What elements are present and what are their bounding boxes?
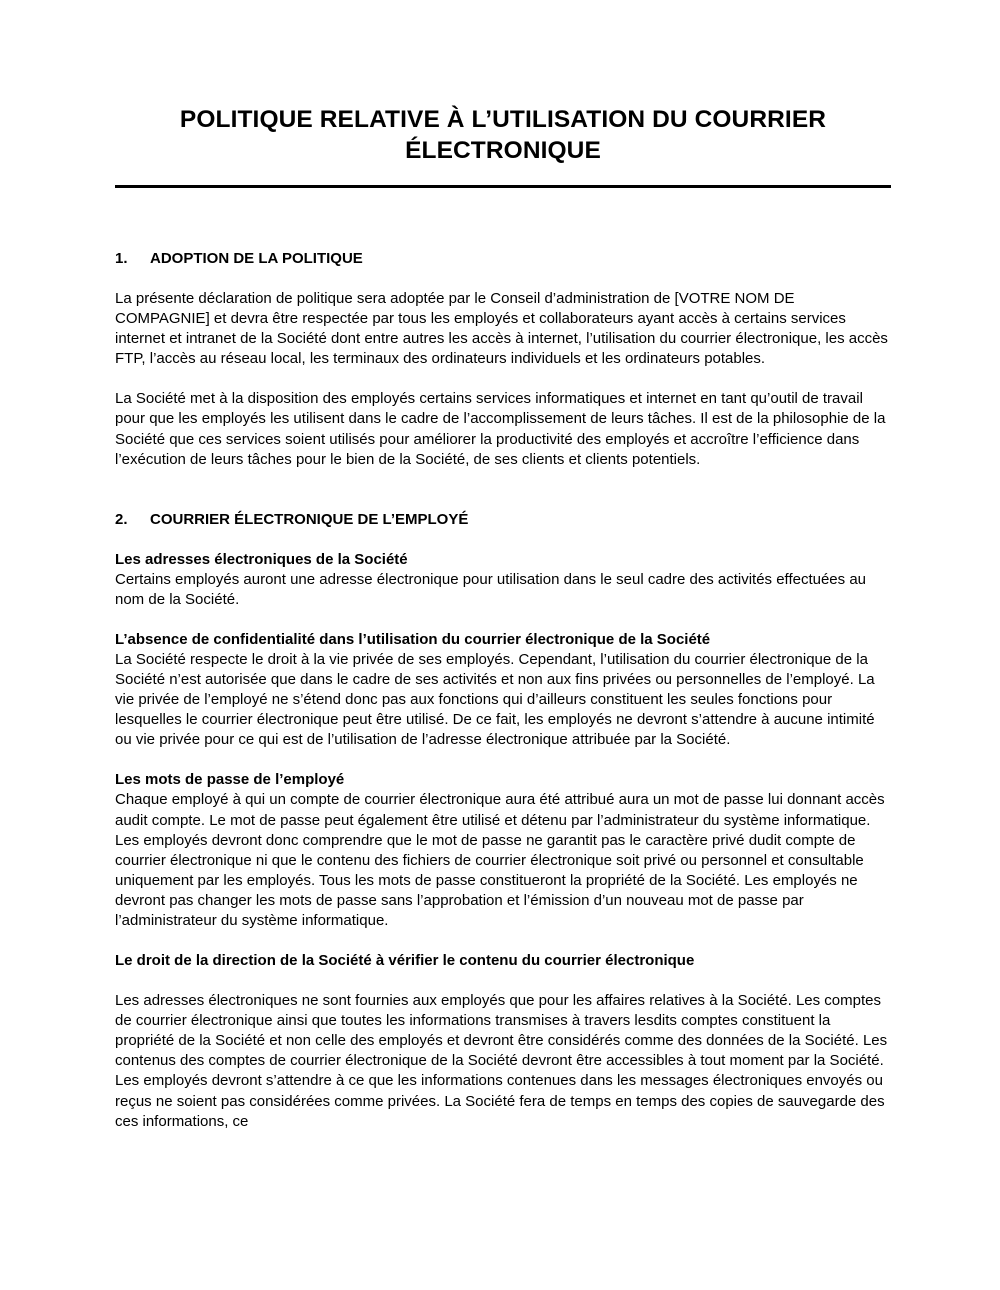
spacer — [115, 369, 891, 389]
subsection-heading-mots-de-passe: Les mots de passe de l’employé — [115, 771, 345, 789]
spacer — [115, 971, 891, 991]
section-number-1: 1. — [115, 250, 128, 267]
spacer — [115, 931, 891, 951]
section-title-1: ADOPTION DE LA POLITIQUE — [150, 250, 363, 267]
subsection-body-droit-verification: Les adresses électroniques ne sont fournies aux employés que pour les affaires relatives à la Société. Les comptes de courrier électronique ainsi que toutes les informations transmises à travers lesdits comptes constituent la propriété de la Société et non celle des employés et devront être considérés comme des données de la Société. Les contenus des comptes de courrier électronique de la Société devront être accessibles à tout moment par la Société. Les employés devront s’attendre à ce que les informations contenues dans les messages électroniques envoyés ou reçus ne soient pas considérées comme privées. La Société fera de temps en temps des copies de sauvegarde des ces informations, ce — [115, 992, 888, 1130]
section-1-paragraph-2: La Société met à la disposition des employés certains services informatiques et internet en tant qu’outil de travail pour que les employés les utilisent dans le cadre de l’accomplissement de leurs tâches. Il est de la philosophie de la Société que ces services soient utilisés pour améliorer la productivité des employés et accroître l’efficience dans l’exécution de leurs tâches pour le bien de la Société, de ses clients et clients potentiels. — [115, 390, 886, 468]
section-heading-2 — [115, 510, 891, 530]
spacer — [115, 750, 891, 770]
subsection-body-confidentialite: La Société respecte le droit à la vie privée de ses employés. Cependant, l’utilisation du courrier électronique de la Société n’est autorisée que dans le cadre de ses activités et non aux fins privées ou personnelles de l’employé. La vie privée de l’employé ne s’étend donc pas aux fonctions qui d’ailleurs constituent les seules fonctions pour lesquelles le courrier électronique peut être utilisé. De ce fait, les employés ne devront s’attendre à aucune intimité ou vie privée pour ce qui est de l’utilisation de l’adresse électronique attribuée par la Société. — [115, 650, 875, 749]
subsection-heading-adresses: Les adresses électroniques de la Société — [115, 550, 408, 568]
spacer — [115, 196, 891, 249]
page-title-line-1: POLITIQUE RELATIVE À L’UTILISATION DU COURRIER — [179, 106, 827, 133]
section-title-2: COURRIER ÉLECTRONIQUE DE L’EMPLOYÉ — [150, 510, 469, 528]
title-divider — [115, 185, 891, 188]
section-1-paragraph-1: La présente déclaration de politique sera adoptée par le Conseil d’administration de [VOTRE NOM DE COMPAGNIE] et devra être respectée par tous les employés et collaborateurs ayant accès à certains services internet et intranet de la Société dont entre autres les accès à internet, l’utilisation du courrier électronique, les accès FTP, l’accès au réseau local, les terminaux des ordinateurs individuels et les ordinateurs potables. — [115, 290, 888, 368]
subsection-body-adresses: Certains employés auront une adresse électronique pour utilisation dans le seul cadre des activités effectuées au nom de la Société. — [115, 570, 867, 608]
section-heading-1 — [115, 249, 891, 269]
spacer — [115, 610, 891, 630]
document-content — [115, 0, 891, 1132]
spacer — [115, 470, 891, 510]
subsection-body-mots-de-passe: Chaque employé à qui un compte de courrier électronique aura été attribué aura un mot de passe lui donnant accès audit compte. Le mot de passe peut également être utilisé et détenu par l’administrateur du système informatique. Les employés devront donc comprendre que le mot de passe ne garantit pas le caractère privé dudit compte de courrier électronique ni que le contenu des fichiers de courrier électronique soit privé ou personnel et consultable uniquement par les employés. Tous les mots de passe constitueront la propriété de la Société. Les employés ne devront pas changer les mots de passe sans l’approbation et l’émission d’un nouveau mot de passe par l’administrateur du système informatique. — [115, 791, 885, 929]
subsection-heading-confidentialite: L’absence de confidentialité dans l’utilisation du courrier électronique de la Société — [115, 630, 711, 648]
section-number-2: 2. — [115, 510, 128, 528]
page-title-line-2: ÉLECTRONIQUE — [405, 137, 601, 164]
page-title — [115, 0, 891, 166]
spacer — [115, 269, 891, 289]
subsection-heading-droit-verification: Le droit de la direction de la Société à vérifier le contenu du courrier électronique — [115, 952, 695, 970]
spacer — [115, 530, 891, 550]
